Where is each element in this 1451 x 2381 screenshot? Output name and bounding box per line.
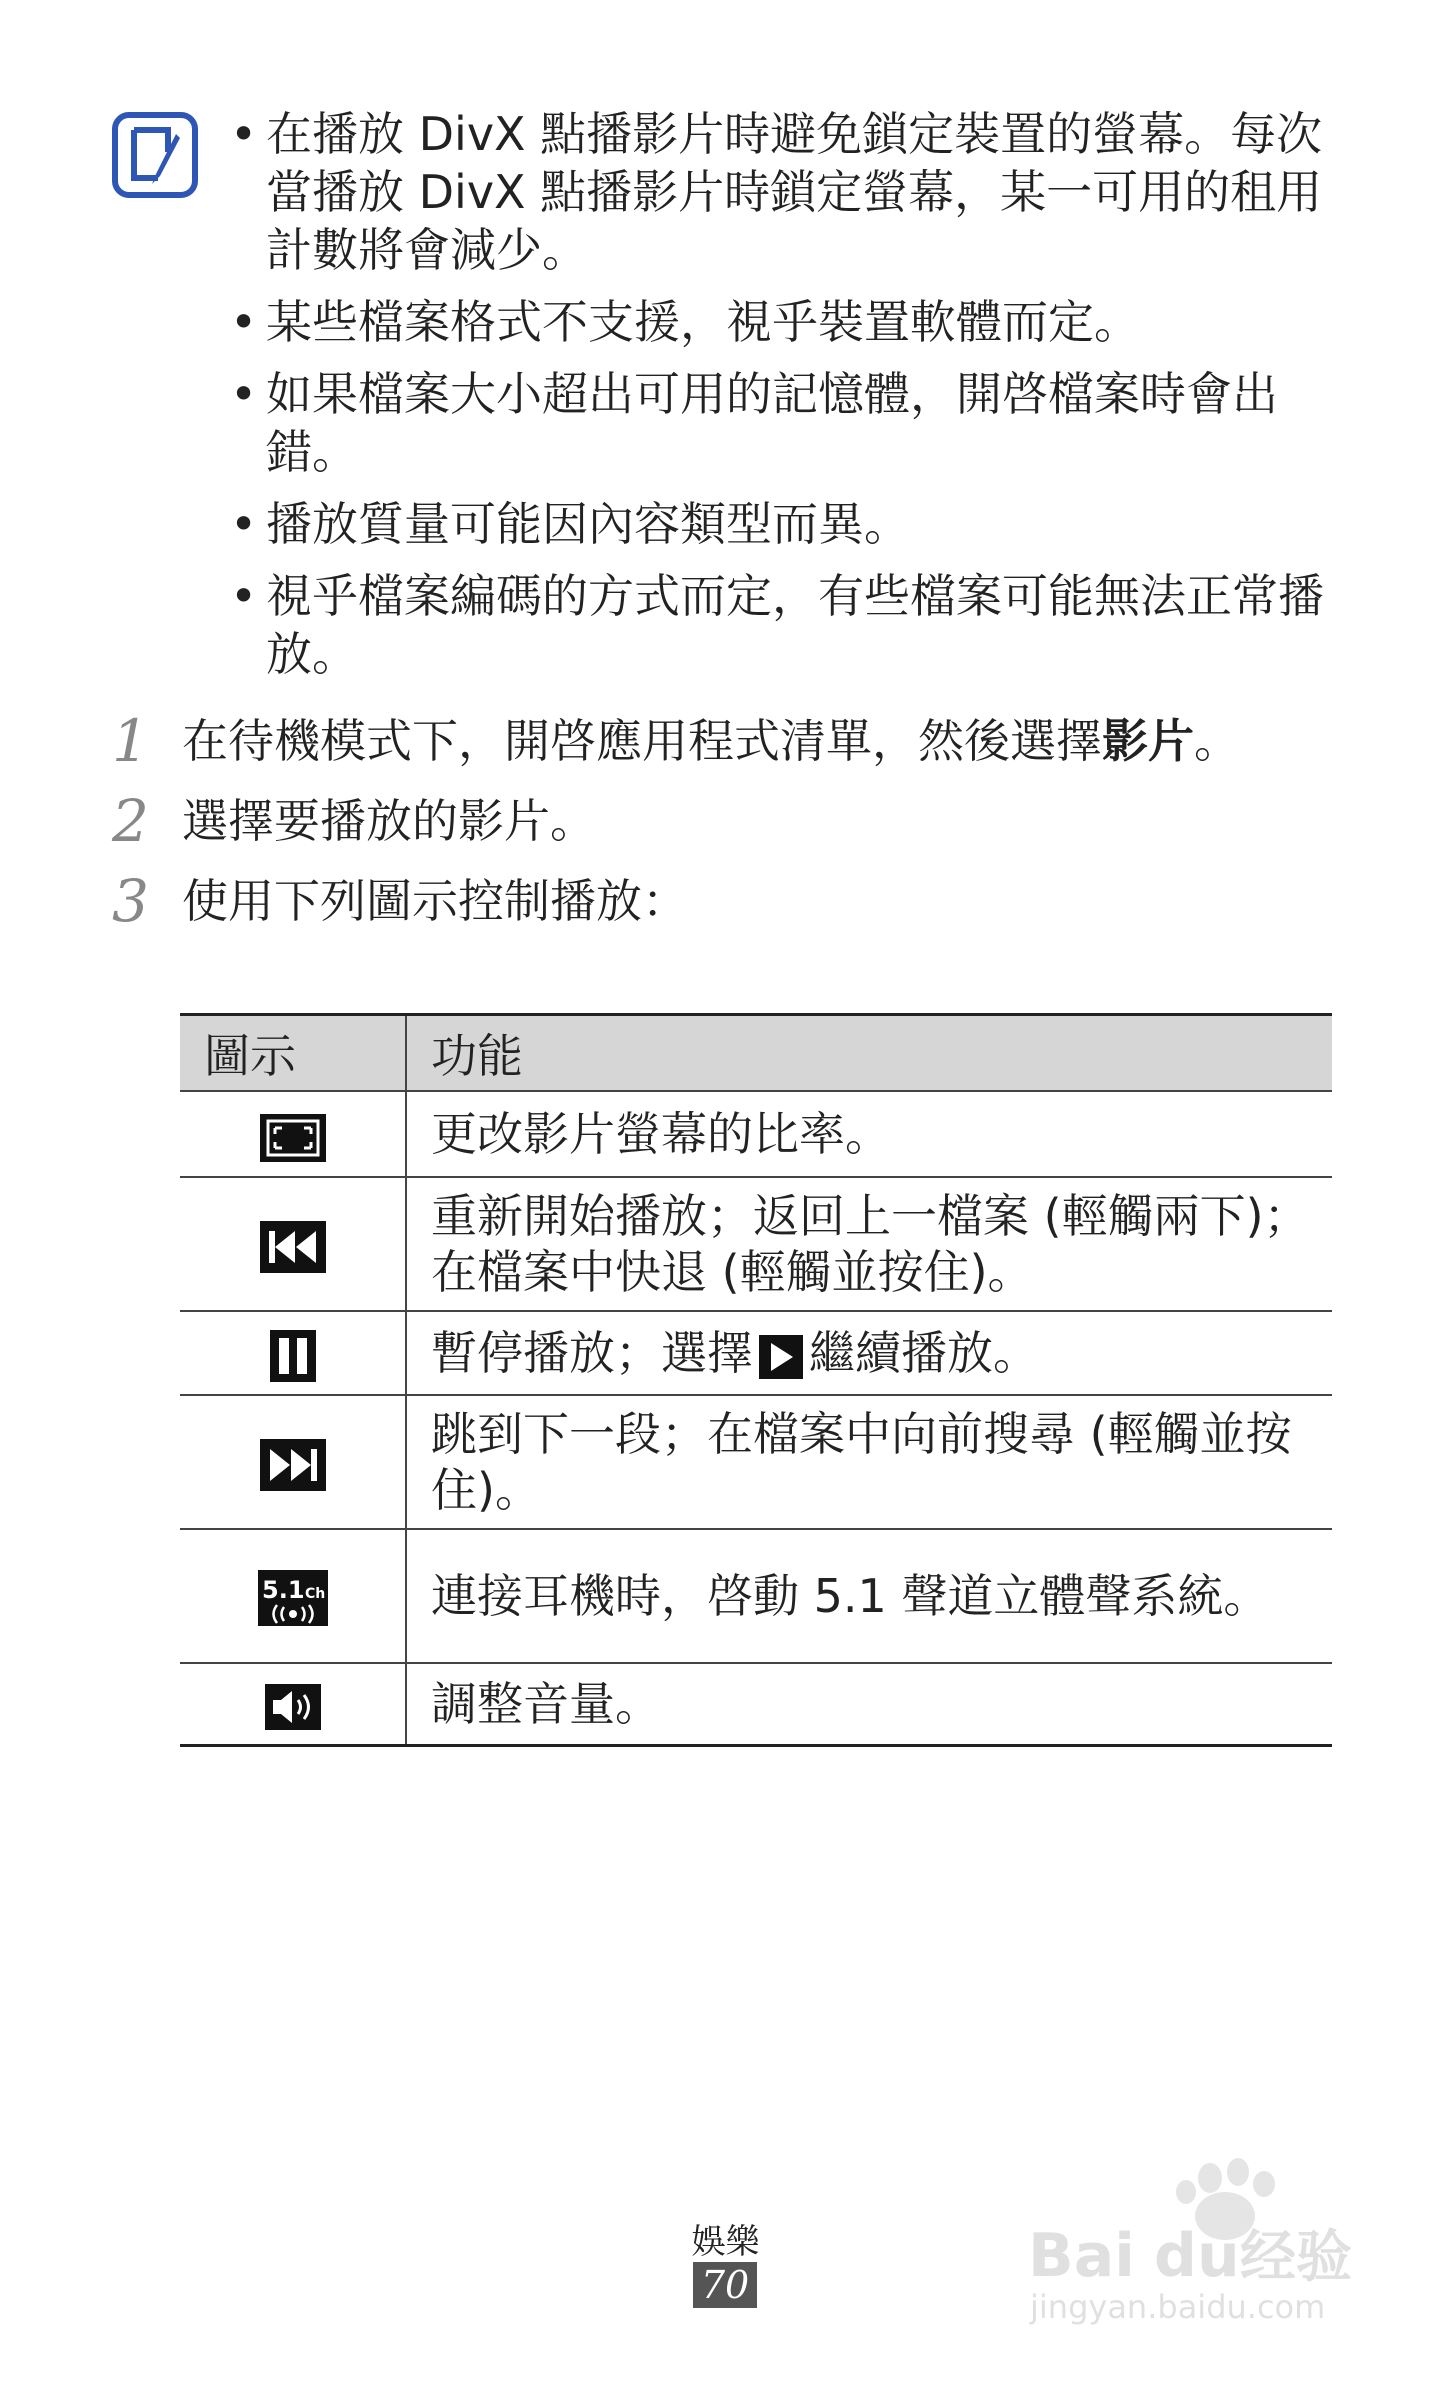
page-number: 70 <box>693 2262 757 2308</box>
steps-list <box>112 707 1342 952</box>
step-number: 3 <box>112 867 149 935</box>
table-row <box>180 1311 1332 1395</box>
note-item: • 視乎檔案編碼的方式而定，有些檔案可能無法正常播放。 <box>230 569 1324 681</box>
function-text: 繼續播放。 <box>809 1326 1039 1380</box>
step-bold-term: 影片 <box>1102 714 1194 768</box>
bullet: • <box>230 497 258 551</box>
svg-text:Ch: Ch <box>304 1585 325 1602</box>
function-text: 更改影片螢幕的比率。 <box>406 1091 1332 1177</box>
step-text: 使用下列圖示控制播放： <box>182 874 688 928</box>
svg-text:Bai: Bai <box>1028 2221 1135 2291</box>
bullet: • <box>230 295 258 349</box>
step-number: 1 <box>112 707 149 775</box>
rewind-icon <box>260 1221 326 1273</box>
function-text: 連接耳機時，啓動 5.1 聲道立體聲系統。 <box>406 1529 1332 1663</box>
table-row <box>180 1663 1332 1745</box>
volume-icon <box>265 1684 321 1730</box>
table-row <box>180 1091 1332 1177</box>
step-number: 2 <box>112 787 149 855</box>
note-icon <box>112 112 198 198</box>
bullet: • <box>230 107 258 161</box>
svg-text:经验: 经验 <box>1240 2225 1352 2290</box>
table-row <box>180 1177 1332 1311</box>
table-header-row <box>180 1015 1332 1092</box>
surround-5-1-icon <box>258 1570 328 1626</box>
controls-table <box>180 1013 1332 1747</box>
table-row <box>180 1529 1332 1663</box>
play-icon <box>759 1335 803 1379</box>
svg-text:du: du <box>1154 2221 1240 2291</box>
aspect-ratio-icon <box>260 1114 326 1162</box>
table-row <box>180 1395 1332 1529</box>
header-icon: 圖示 <box>180 1015 406 1092</box>
bullet: • <box>230 367 258 421</box>
step-text: 在待機模式下，開啓應用程式清單，然後選擇 <box>182 714 1102 768</box>
note-item: • 播放質量可能因內容類型而異。 <box>230 497 910 551</box>
function-text: 跳到下一段；在檔案中向前搜尋 (輕觸並按住)。 <box>406 1395 1332 1529</box>
step-1: 1 在待機模式下，開啓應用程式清單，然後選擇影片。 <box>112 707 1240 775</box>
footer-section-title: 娛樂 <box>691 2222 760 2262</box>
bullet: • <box>230 569 258 623</box>
note-item: • 如果檔案大小超出可用的記憶體，開啓檔案時會出錯。 <box>230 367 1278 479</box>
fast-forward-icon <box>260 1439 326 1491</box>
svg-text:5.1: 5.1 <box>261 1575 305 1604</box>
function-text: 暫停播放；選擇 <box>431 1326 753 1380</box>
notes-list <box>222 105 1332 697</box>
step-3 <box>112 867 1342 935</box>
svg-text:jingyan.baidu.com: jingyan.baidu.com <box>1030 2288 1326 2326</box>
function-text: 重新開始播放；返回上一檔案 (輕觸兩下)；在檔案中快退 (輕觸並按住)。 <box>406 1177 1332 1311</box>
note-item: • 某些檔案格式不支援，視乎裝置軟體而定。 <box>230 295 1140 349</box>
step-2 <box>112 787 1342 855</box>
header-function: 功能 <box>406 1015 1332 1092</box>
watermark-logo <box>1020 2150 1400 2330</box>
note-item: • 在播放 DivX 點播影片時避免鎖定裝置的螢幕。每次當播放 DivX 點播影片時鎖定螢幕，某一可用的租用計數將會減少。 <box>230 107 1323 277</box>
function-text: 調整音量。 <box>406 1663 1332 1745</box>
pause-icon <box>270 1330 316 1382</box>
step-text: 選擇要播放的影片。 <box>182 794 596 848</box>
